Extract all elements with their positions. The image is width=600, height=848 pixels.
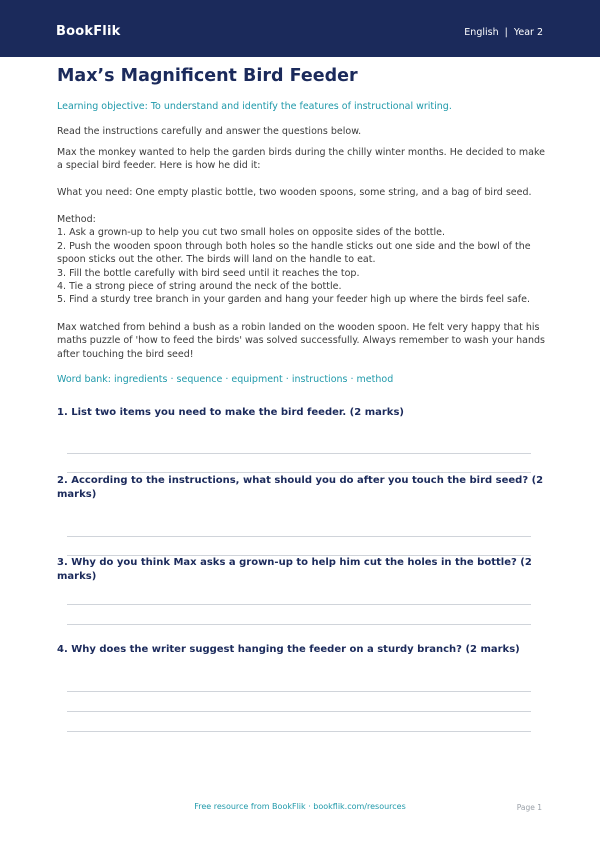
story-closing [57, 321, 547, 361]
answer-line[interactable] [67, 536, 531, 537]
subject-year-label [464, 27, 543, 38]
footer-resource-link[interactable]: Free resource from BookFlik · bookflik.com/resources [194, 802, 406, 811]
subject-label: English [464, 27, 499, 38]
story-opening [57, 146, 547, 173]
question-2: 2. According to the instructions, what should you do after you touch the bird seed? (2 marks) [57, 475, 544, 500]
answer-line[interactable] [67, 453, 531, 454]
method-step: 2. Push the wooden spoon through both holes so the handle sticks out one side and the bowl of the spoon sticks out the other. The birds will land on the handle to eat. [57, 240, 531, 266]
method-heading: Method: [57, 214, 96, 225]
question-3: 3. Why do you think Max asks a grown-up to help him cut the holes in the bottle? (2 marks) [57, 557, 532, 582]
method-step: 1. Ask a grown-up to help you cut two small holes on opposite sides of the bottle. [57, 227, 445, 239]
page-number: Page 1 [516, 803, 542, 812]
answer-line[interactable] [67, 711, 531, 712]
method-step: 5. Find a sturdy tree branch in your garden and hang your feeder high up where the birds feel safe. [57, 294, 530, 306]
answer-line[interactable] [67, 472, 531, 473]
meta-separator: | [504, 27, 508, 38]
closing-paragraph: Max watched from behind a bush as a robin landed on the wooden spoon. He felt very happy that his maths puzzle of 'how to feed the birds' was solved successfully. Always remember to wash your hands after touching the bird seed! [57, 322, 545, 360]
page-title: Max’s Magnificent Bird Feeder [57, 66, 358, 86]
needs-paragraph: What you need: One empty plastic bottle, two wooden spoons, some string, and a bag of bird seed. [57, 187, 532, 198]
question-4: 4. Why does the writer suggest hanging the feeder on a sturdy branch? (2 marks) [57, 644, 520, 655]
question-1: 1. List two items you need to make the bird feeder. (2 marks) [57, 407, 404, 418]
answer-line[interactable] [67, 691, 531, 692]
learning-objective: Learning objective: To understand and identify the features of instructional writing. [57, 101, 452, 112]
method-step: 4. Tie a strong piece of string around the neck of the bottle. [57, 281, 342, 293]
answer-line[interactable] [67, 604, 531, 605]
brand-logo[interactable]: BookFlik [56, 24, 121, 39]
word-bank: Word bank: ingredients · sequence · equipment · instructions · method [57, 374, 394, 385]
year-label: Year 2 [513, 27, 543, 38]
header-bar [0, 0, 600, 57]
method-section [57, 213, 547, 307]
intro-text [57, 125, 547, 138]
what-you-need [57, 186, 547, 199]
answer-line[interactable] [67, 624, 531, 625]
answer-line[interactable] [67, 731, 531, 732]
intro-paragraph: Read the instructions carefully and answer the questions below. [57, 126, 362, 137]
opening-paragraph: Max the monkey wanted to help the garden birds during the chilly winter months. He decided to make a special bird feeder. Here is how he did it: [57, 147, 546, 172]
method-step: 3. Fill the bottle carefully with bird seed until it reaches the top. [57, 267, 360, 279]
